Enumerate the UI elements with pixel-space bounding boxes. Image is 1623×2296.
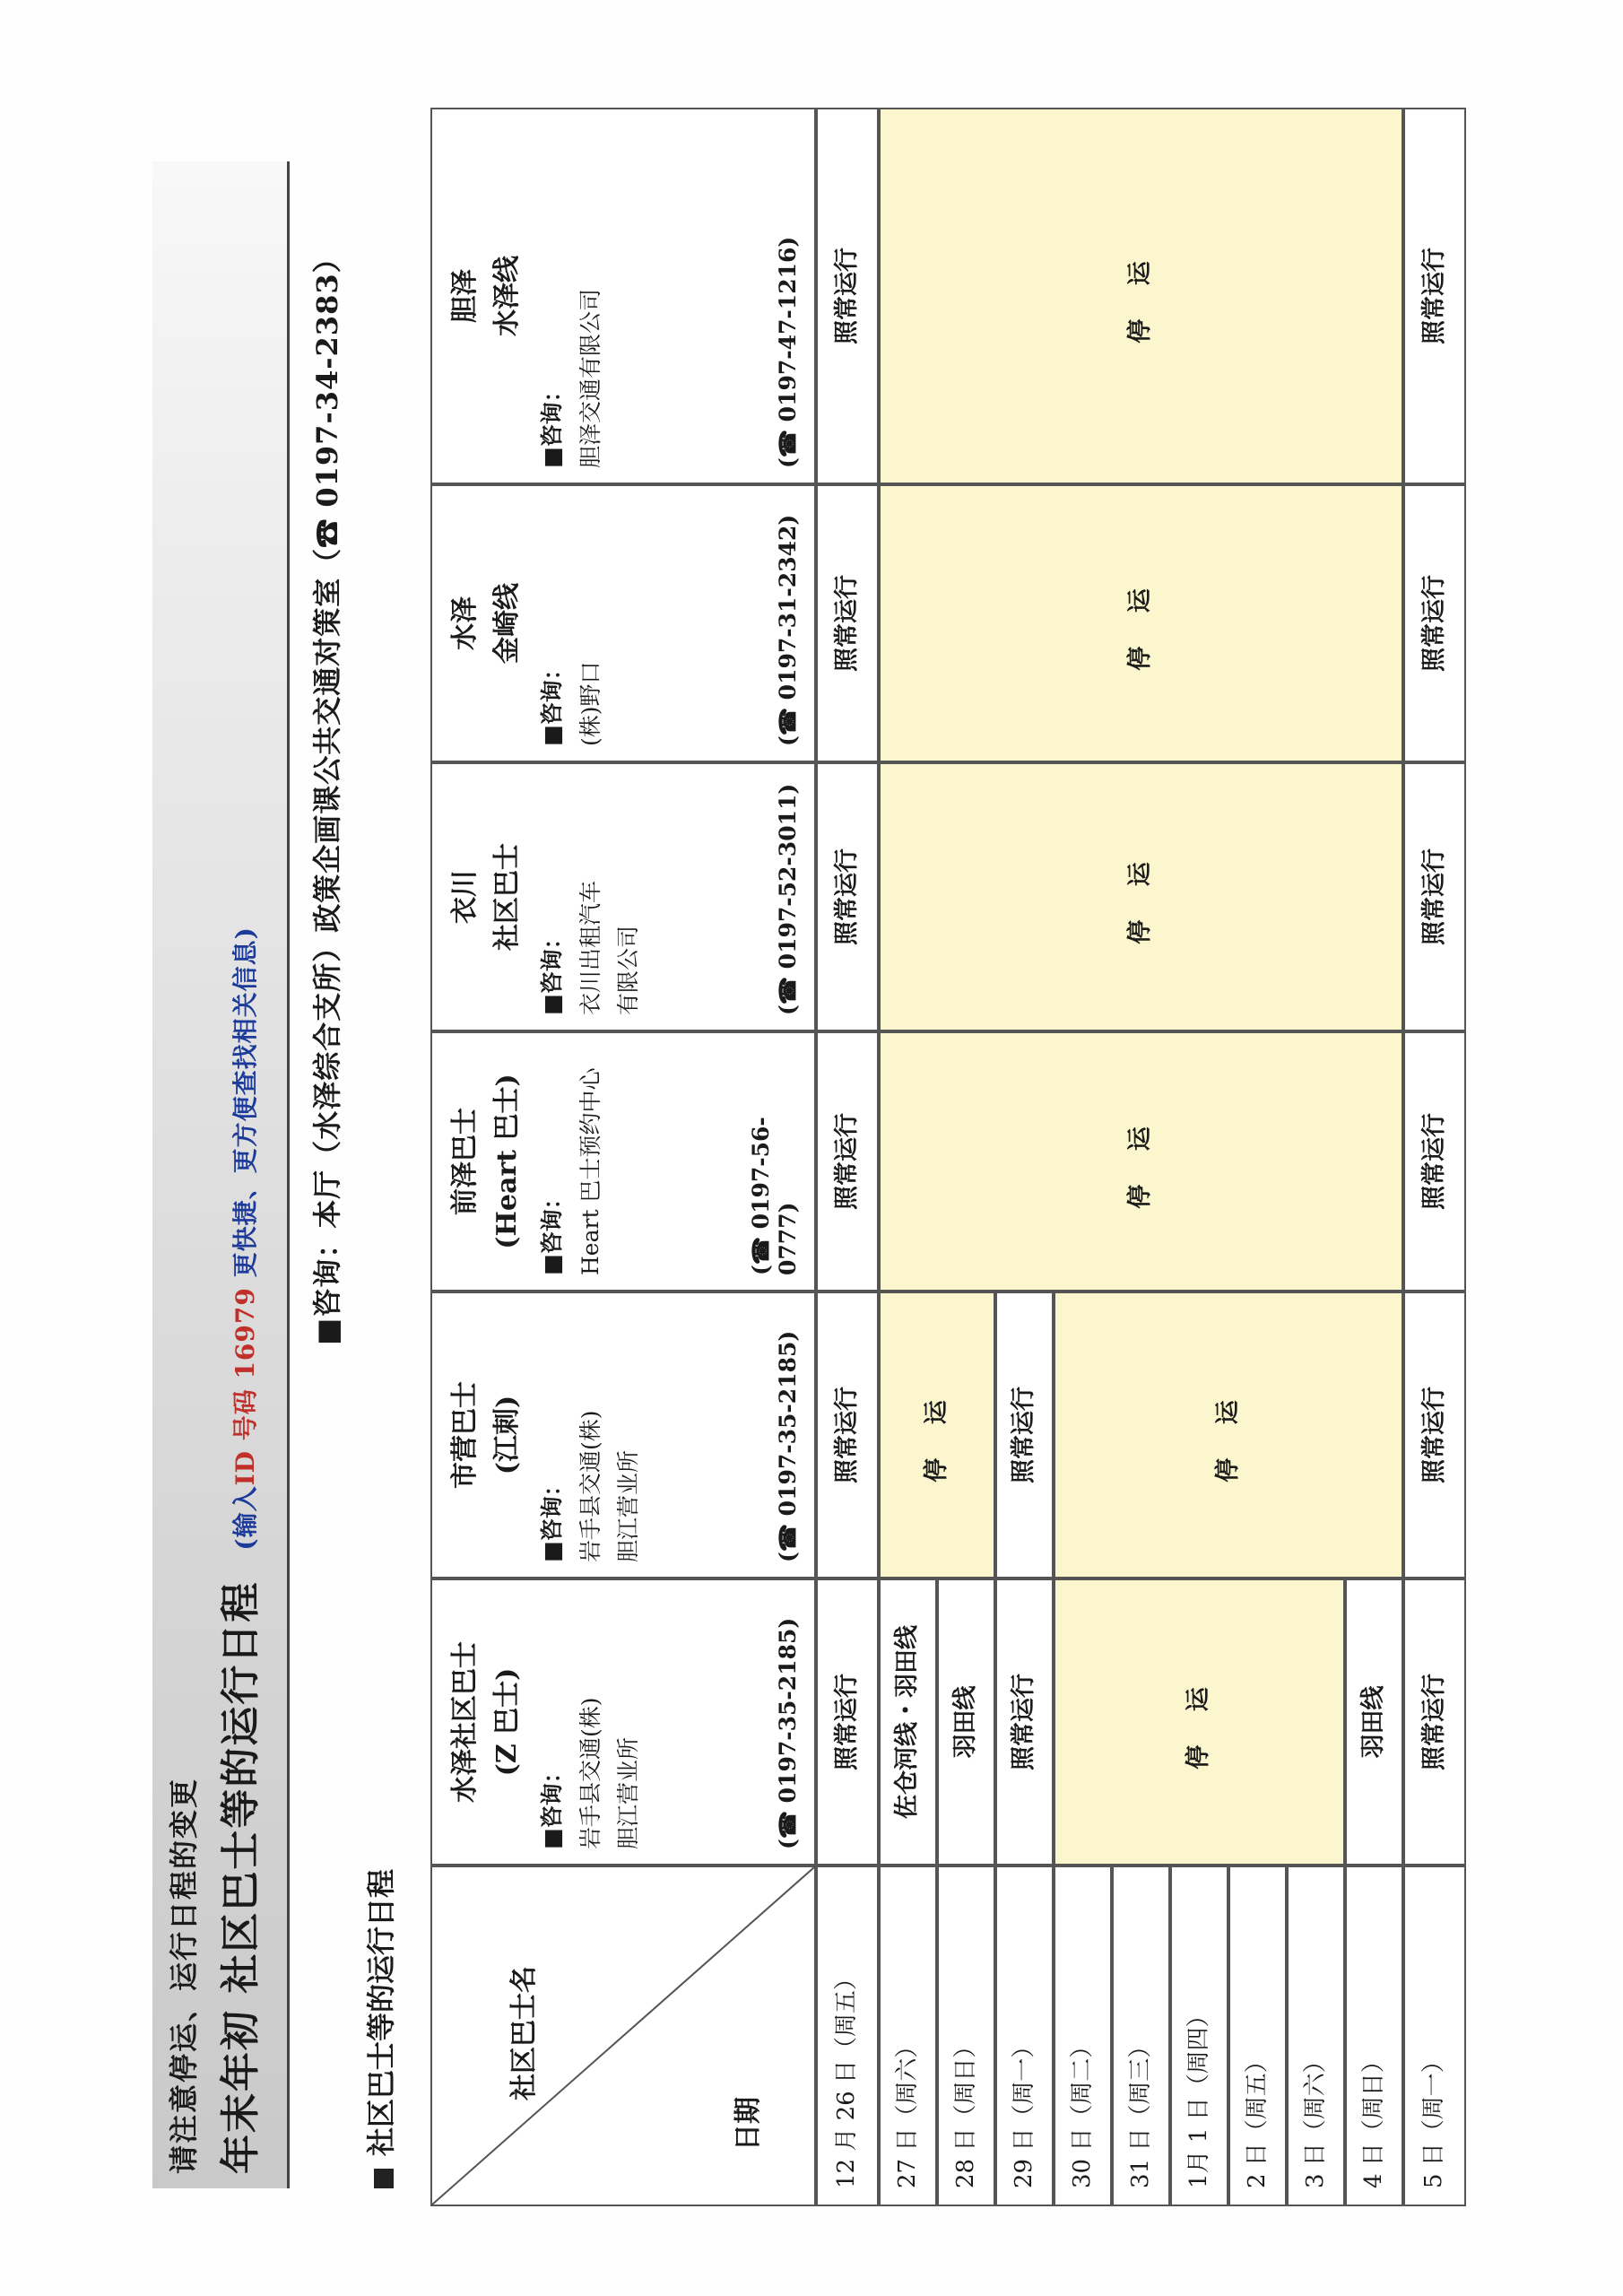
main-inquiry-contact: ■咨询：本厅（水泽综合支所）政策企画课公共交通对策室（☎ 0197-34-2383） bbox=[310, 243, 344, 1345]
page-title-text: 年末年初 社区巴士等的运行日程 bbox=[218, 1580, 264, 2174]
inquiry-label: ■咨询： bbox=[539, 1474, 565, 1562]
corner-bus-name-label: 社区巴士名 bbox=[508, 1966, 540, 2100]
inquiry-line2: 有限公司 bbox=[615, 925, 641, 1015]
date-cell: 2 日（周五） bbox=[1228, 1866, 1287, 2206]
status-stopped: 停 运 bbox=[879, 1292, 995, 1578]
date-cell: 27 日（周六） bbox=[879, 1866, 937, 2206]
bus-name-line2: (Heart 巴士) bbox=[490, 1074, 523, 1249]
status-normal: 照常运行 bbox=[1403, 484, 1466, 762]
status-normal: 照常运行 bbox=[816, 1578, 879, 1866]
bus-name-line2: 水泽线 bbox=[490, 256, 523, 336]
bus-name bbox=[445, 778, 528, 1015]
phone-number: (☎ 0197-35-2185) bbox=[775, 1330, 801, 1562]
bus-name-line1: 市营巴士 bbox=[449, 1381, 481, 1489]
corner-date-label: 日期 bbox=[733, 2097, 764, 2151]
inquiry-line1: 胆泽交通有限公司 bbox=[577, 288, 603, 468]
status-normal: 照常运行 bbox=[1403, 1292, 1466, 1578]
column-header-isawa-line bbox=[430, 108, 816, 484]
column-header-heart-bus bbox=[430, 1031, 816, 1292]
inquiry-line2: 胆江营业所 bbox=[615, 1736, 641, 1849]
column-header-z-bus bbox=[430, 1578, 816, 1866]
date-cell: 5 日（周一） bbox=[1403, 1866, 1466, 2206]
inquiry-label: ■咨询： bbox=[539, 1187, 565, 1275]
schedule-change-notice: 请注意停运、运行日程的变更 bbox=[167, 1777, 201, 2174]
bus-name-line2: (江刺) bbox=[490, 1395, 523, 1475]
bus-name-line2: (Z 巴士) bbox=[490, 1667, 523, 1777]
bus-name-line1: 水泽 bbox=[449, 596, 481, 650]
diagonal-divider bbox=[432, 1867, 814, 2205]
status-stopped: 停 运 bbox=[1054, 1578, 1345, 1866]
status-normal: 照常运行 bbox=[816, 1031, 879, 1292]
column-header-koromogawa-bus bbox=[430, 762, 816, 1031]
status-normal: 照常运行 bbox=[995, 1292, 1054, 1578]
date-cell: 3 日（周六） bbox=[1287, 1866, 1345, 2206]
status-stopped: 停 运 bbox=[879, 1031, 1403, 1292]
status-normal: 照常运行 bbox=[816, 762, 879, 1031]
inquiry-line1: 岩手县交通(株) bbox=[577, 1410, 603, 1562]
inquiry-info bbox=[534, 1595, 648, 1849]
status-stopped: 停 运 bbox=[1054, 1292, 1403, 1578]
phone-number: (☎ 0197-35-2185) bbox=[775, 1617, 801, 1849]
inquiry-label: ■咨询： bbox=[539, 379, 565, 468]
status-normal: 照常运行 bbox=[1403, 1031, 1466, 1292]
bus-name-line1: 胆泽 bbox=[449, 269, 481, 323]
status-normal: 照常运行 bbox=[995, 1578, 1054, 1866]
date-cell: 12 月 26 日（周五） bbox=[816, 1866, 879, 2206]
bus-name-line2: 金崎线 bbox=[490, 583, 523, 664]
bus-name-line1: 前泽巴士 bbox=[449, 1108, 481, 1215]
status-stopped: 停 运 bbox=[879, 108, 1403, 484]
status-normal: 照常运行 bbox=[1403, 762, 1466, 1031]
status-stopped: 停 运 bbox=[879, 762, 1403, 1031]
date-cell: 28 日（周日） bbox=[937, 1866, 995, 2206]
bus-name-line1: 水泽社区巴士 bbox=[449, 1641, 481, 1803]
status-stopped: 停 运 bbox=[879, 484, 1403, 762]
inquiry-label: ■咨询： bbox=[539, 657, 565, 746]
phone-number: (☎ 0197-47-1216) bbox=[775, 236, 801, 468]
inquiry-info bbox=[534, 500, 610, 746]
date-cell: 30 日（周二） bbox=[1054, 1866, 1112, 2206]
column-header-esashi-bus bbox=[430, 1292, 816, 1578]
column-header-kanegasaki-line bbox=[430, 484, 816, 762]
status-normal: 照常运行 bbox=[1403, 1578, 1466, 1866]
phone-number: (☎ 0197-56-0777) bbox=[748, 1117, 801, 1275]
date-cell: 4 日（周日） bbox=[1345, 1866, 1403, 2206]
inquiry-line1: (株)野口 bbox=[577, 661, 603, 746]
status-normal: 照常运行 bbox=[816, 1292, 879, 1578]
date-cell: 31 日（周三） bbox=[1112, 1866, 1170, 2206]
id-prefix: (输入 bbox=[230, 1485, 260, 1551]
status-normal: 照常运行 bbox=[1403, 108, 1466, 484]
inquiry-info bbox=[534, 778, 648, 1015]
inquiry-line1: 衣川出租汽车 bbox=[577, 880, 603, 1015]
bus-name bbox=[445, 1308, 528, 1562]
status-normal: 照常运行 bbox=[816, 108, 879, 484]
status-route-note: 羽田线 bbox=[937, 1578, 995, 1866]
bus-name-line1: 衣川 bbox=[449, 870, 481, 924]
status-normal: 照常运行 bbox=[816, 484, 879, 762]
bus-name bbox=[445, 1048, 528, 1275]
inquiry-info bbox=[534, 124, 610, 468]
section-title-text: 社区巴士等的运行日程 bbox=[364, 1868, 398, 2156]
id-number: ID 号码 16979 bbox=[230, 1287, 260, 1486]
table-corner-header bbox=[430, 1866, 816, 2206]
inquiry-line1: 岩手县交通(株) bbox=[577, 1697, 603, 1849]
bus-name-line2: 社区巴士 bbox=[490, 843, 523, 951]
date-cell: 1月 1 日（周四） bbox=[1170, 1866, 1228, 2206]
status-route-note: 佐仓河线・羽田线 bbox=[879, 1578, 937, 1866]
inquiry-line1: Heart 巴士预约中心 bbox=[577, 1067, 603, 1275]
inquiry-label: ■咨询： bbox=[539, 1761, 565, 1849]
phone-number: (☎ 0197-31-2342) bbox=[775, 514, 801, 746]
inquiry-info bbox=[534, 1048, 610, 1275]
id-suffix: 更快捷、更方便查找相关信息) bbox=[230, 926, 260, 1278]
inquiry-label: ■咨询： bbox=[539, 926, 565, 1015]
inquiry-line2: 胆江营业所 bbox=[615, 1449, 641, 1562]
bus-name bbox=[445, 500, 528, 746]
bus-name bbox=[445, 1595, 528, 1849]
inquiry-info bbox=[534, 1308, 648, 1562]
status-route-note: 羽田线 bbox=[1345, 1578, 1403, 1866]
bus-name bbox=[445, 124, 528, 468]
phone-number: (☎ 0197-52-3011) bbox=[775, 783, 801, 1015]
date-cell: 29 日（周一） bbox=[995, 1866, 1054, 2206]
